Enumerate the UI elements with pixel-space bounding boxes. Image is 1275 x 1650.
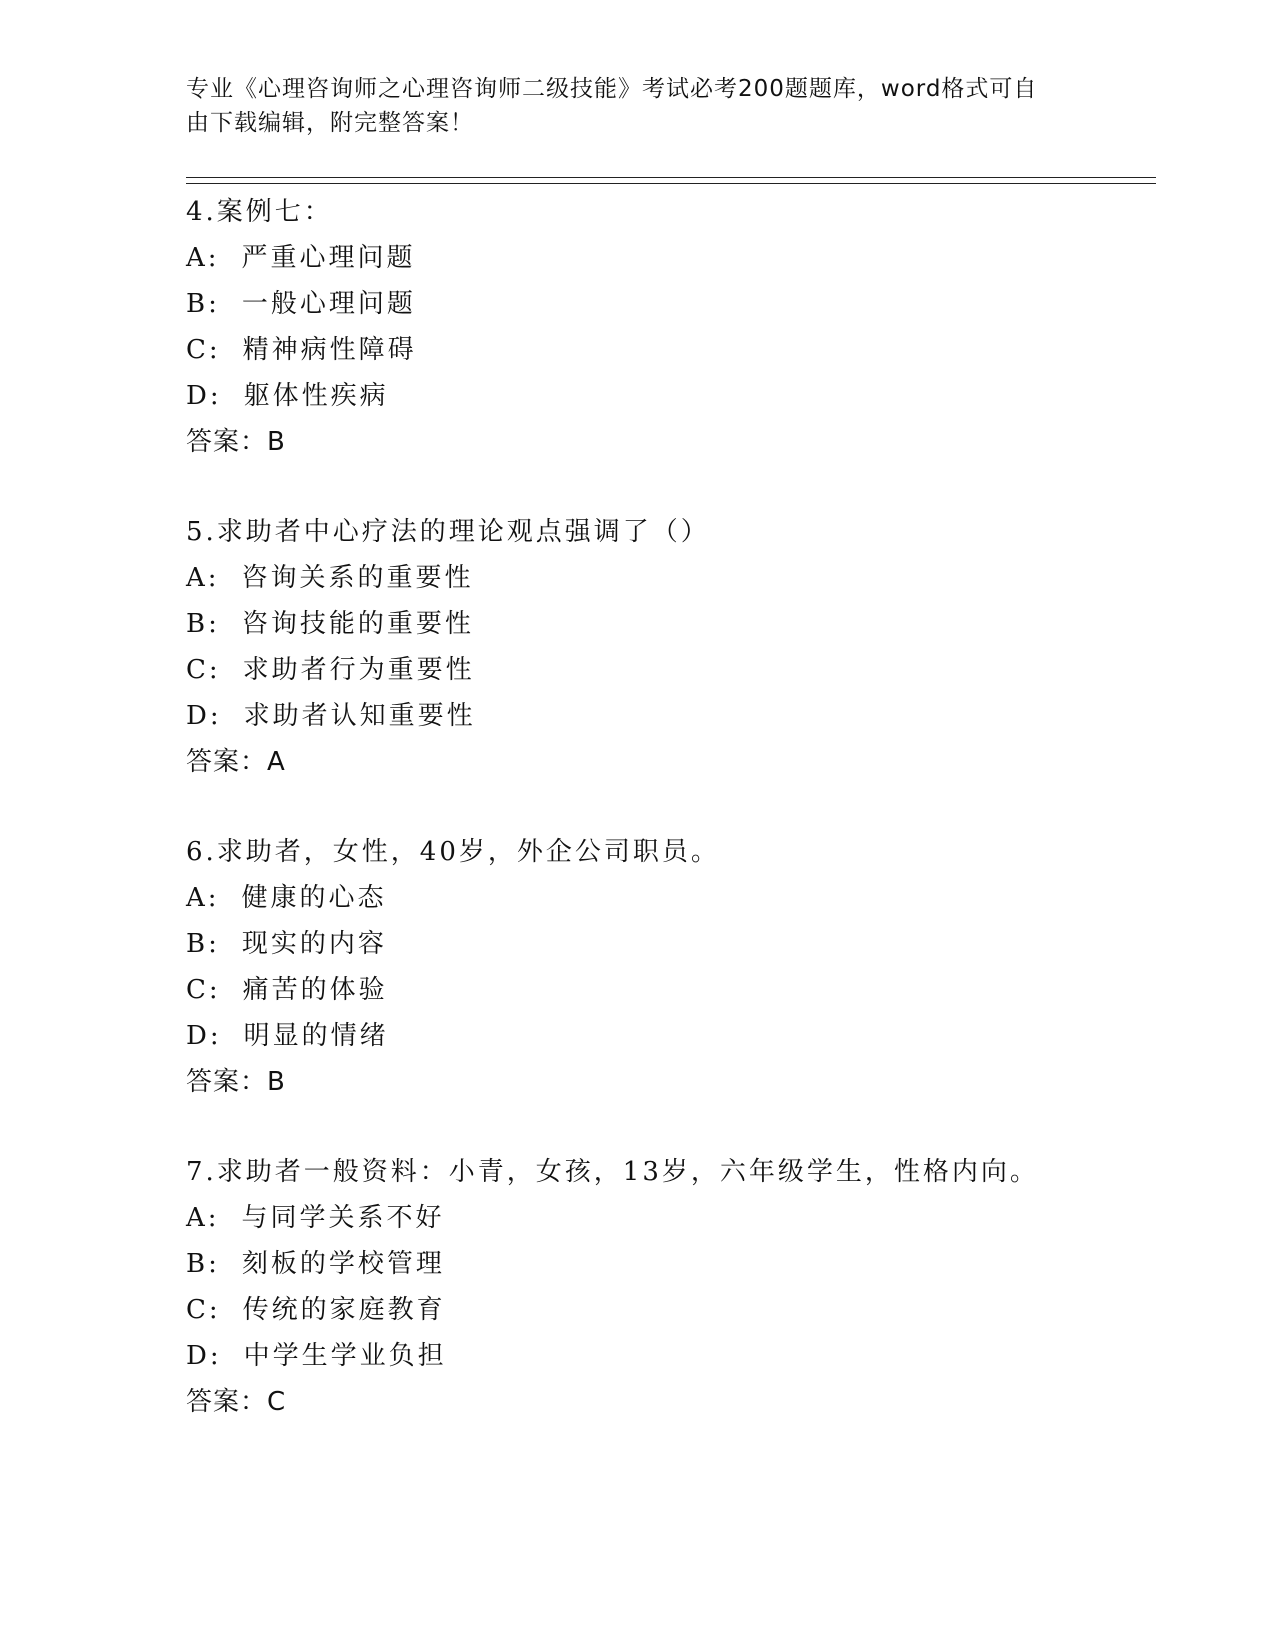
option-d (186, 1333, 1146, 1379)
option-text: 咨询关系的重要性 (241, 563, 474, 593)
option-letter: D: (186, 1341, 222, 1371)
option-letter: C: (186, 1295, 221, 1325)
question-4 (186, 189, 1146, 465)
header-line-1: 专业《心理咨询师之心理咨询师二级技能》考试必考200题题库，word格式可自 (186, 76, 1038, 102)
option-text: 咨询技能的重要性 (241, 609, 474, 639)
option-a (186, 1195, 1146, 1241)
question-6 (186, 829, 1146, 1105)
option-letter: C: (186, 335, 221, 365)
header-divider-top (186, 177, 1156, 178)
question-list (186, 189, 1146, 1469)
option-c (186, 1287, 1146, 1333)
answer-line: 答案：B (186, 427, 286, 457)
option-text: 明显的情绪 (243, 1021, 389, 1051)
question-stem: 5.求助者中心疗法的理论观点强调了（） (186, 517, 710, 547)
answer-line: 答案：B (186, 1067, 286, 1097)
answer-line: 答案：C (186, 1387, 287, 1417)
document-header (186, 72, 1086, 140)
option-text: 求助者认知重要性 (243, 701, 476, 731)
option-letter: B: (186, 609, 220, 639)
option-letter: A: (186, 243, 220, 273)
option-b (186, 921, 1146, 967)
option-a (186, 235, 1146, 281)
option-text: 与同学关系不好 (241, 1203, 445, 1233)
option-b (186, 1241, 1146, 1287)
option-d (186, 373, 1146, 419)
option-text: 健康的心态 (241, 883, 387, 913)
option-d (186, 1013, 1146, 1059)
option-c (186, 967, 1146, 1013)
option-letter: B: (186, 1249, 220, 1279)
option-text: 现实的内容 (241, 929, 387, 959)
option-c (186, 647, 1146, 693)
option-text: 痛苦的体验 (242, 975, 388, 1005)
option-text: 传统的家庭教育 (242, 1295, 446, 1325)
option-letter: A: (186, 563, 220, 593)
question-stem: 7.求助者一般资料：小青，女孩，13岁，六年级学生，性格内向。 (186, 1157, 1039, 1187)
option-letter: A: (186, 883, 220, 913)
option-a (186, 875, 1146, 921)
question-5 (186, 509, 1146, 785)
option-text: 一般心理问题 (241, 289, 416, 319)
option-letter: C: (186, 975, 221, 1005)
answer-line: 答案：A (186, 747, 286, 777)
question-stem: 6.求助者，女性，40岁，外企公司职员。 (186, 837, 720, 867)
question-stem: 4.案例七： (186, 197, 333, 227)
option-letter: B: (186, 289, 220, 319)
option-a (186, 555, 1146, 601)
option-c (186, 327, 1146, 373)
option-d (186, 693, 1146, 739)
option-b (186, 281, 1146, 327)
question-7 (186, 1149, 1146, 1425)
header-divider-bottom (186, 183, 1156, 184)
option-text: 躯体性疾病 (243, 381, 389, 411)
option-letter: B: (186, 929, 220, 959)
header-line-2: 由下载编辑，附完整答案！ (186, 110, 474, 136)
option-letter: D: (186, 701, 222, 731)
option-letter: C: (186, 655, 221, 685)
option-b (186, 601, 1146, 647)
option-letter: D: (186, 1021, 222, 1051)
option-text: 精神病性障碍 (242, 335, 417, 365)
option-letter: A: (186, 1203, 220, 1233)
option-letter: D: (186, 381, 222, 411)
option-text: 中学生学业负担 (243, 1341, 447, 1371)
option-text: 严重心理问题 (241, 243, 416, 273)
option-text: 求助者行为重要性 (242, 655, 475, 685)
option-text: 刻板的学校管理 (241, 1249, 445, 1279)
